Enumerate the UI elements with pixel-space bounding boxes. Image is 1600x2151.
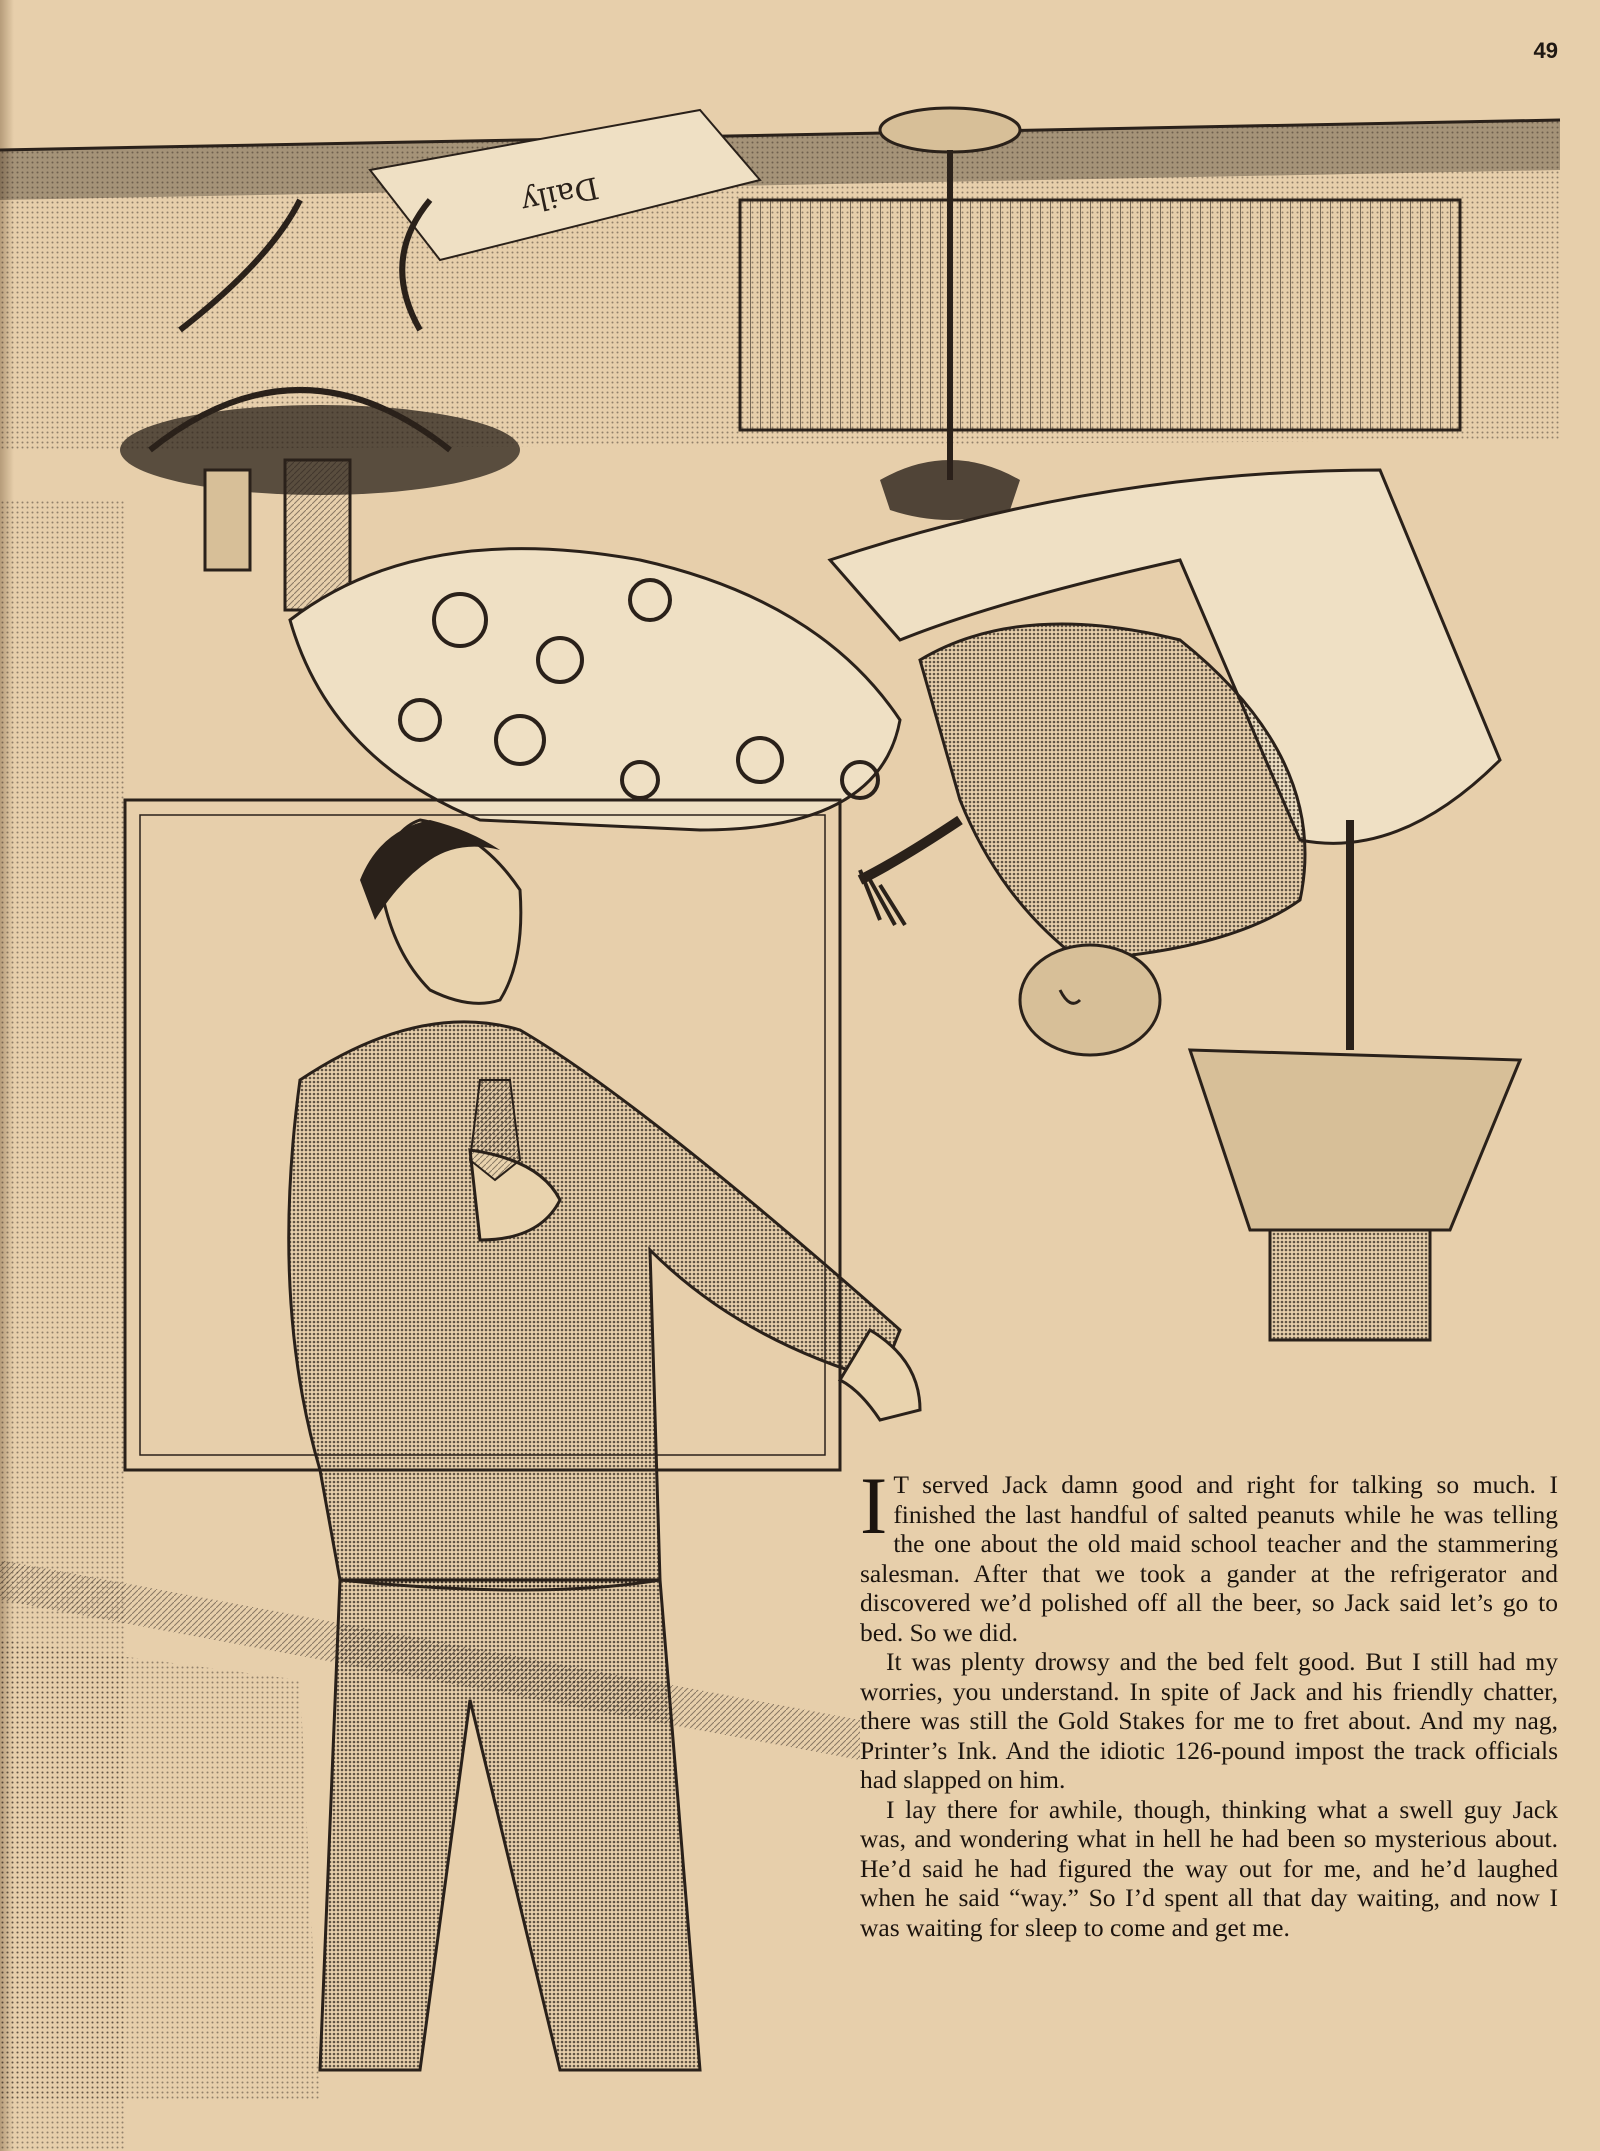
story-paragraph-1-text: T served Jack damn good and right for talking so much. I finished the last handful of salted peanuts while he was telling the one about the old maid school teacher and the stammering salesman. After that we took a gander at the refrigerator and discovered we’d polished off all the beer, so Jack said let’s go to bed. So we did. (860, 1470, 1558, 1647)
floor-shadow (0, 1640, 320, 2100)
page-number: 49 (1533, 38, 1558, 63)
story-text (860, 1460, 1558, 1942)
story-paragraph-1 (860, 1460, 1558, 1647)
newspaper-masthead: Daily (517, 169, 602, 220)
story-paragraph-3: I lay there for awhile, though, thinking what a swell guy Jack was, and wondering what in hell he had been so mysterious about. He’d said he had figured the way out for me, and he’d laughed when he said “way.” So I’d spent all that day waiting, and now I was waiting for sleep to come and get me. (860, 1794, 1558, 1942)
story-paragraph-2: It was plenty drowsy and the bed felt good. But I still had my worries, you understand. In spite of Jack and his friendly chatter, there was still the Gold Stakes for me to fret about. And my nag, Printer’s Ink. And the idiotic 126-pound impost the track officials had slapped on him. (860, 1647, 1558, 1794)
drop-cap: I (860, 1460, 888, 1551)
